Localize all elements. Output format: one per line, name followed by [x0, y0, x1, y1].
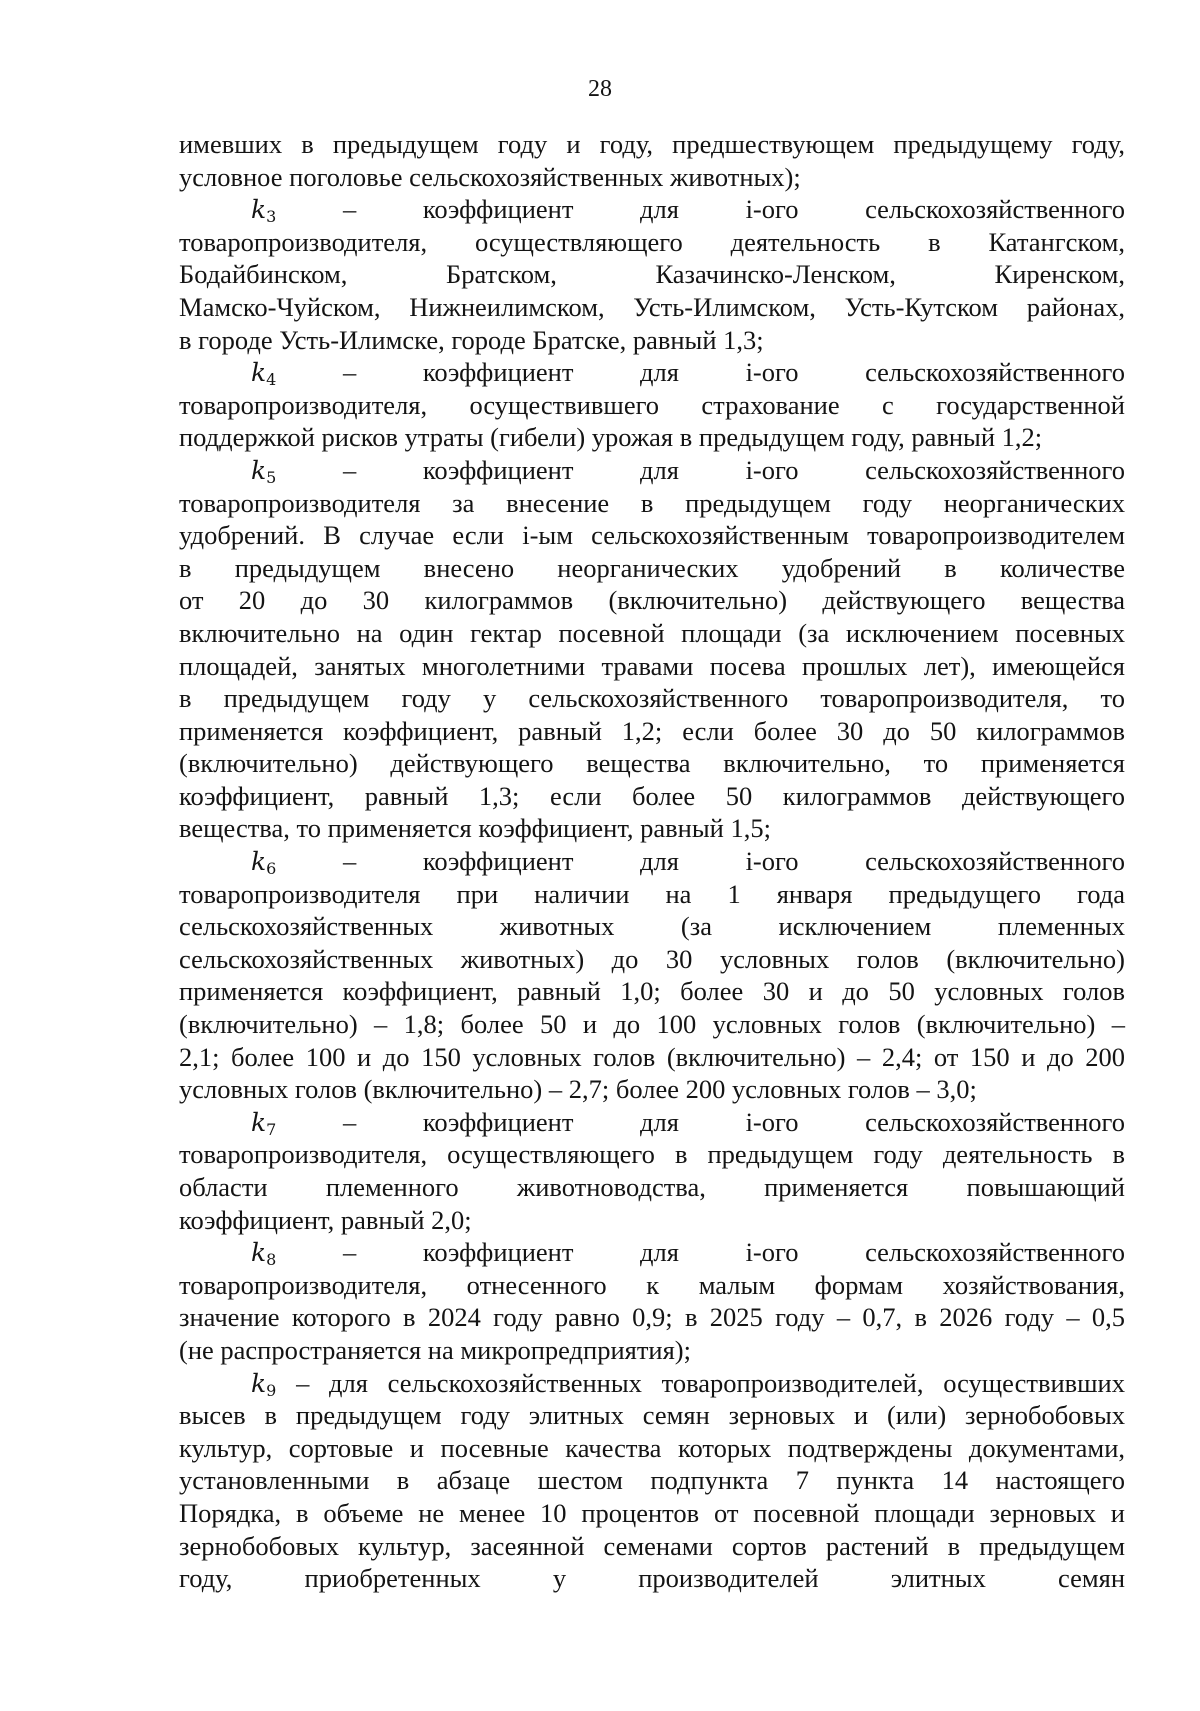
coefficient-letter: k — [251, 455, 267, 485]
line-text: году, приобретенных у производителей элитных семян — [179, 1563, 1125, 1594]
line-text: от 20 до 30 килограммов (включительно) действующего вещества — [179, 585, 1125, 616]
text-line — [179, 161, 1125, 194]
text-line — [179, 1301, 1125, 1334]
text-line — [179, 324, 1125, 357]
line-text: области племенного животноводства, применяется повышающий — [179, 1172, 1125, 1202]
coefficient-symbol — [251, 195, 277, 227]
line-text: Мамско-Чуйском, Нижнеилимском, Усть-Илимском, Усть-Кутском районах, — [179, 291, 1125, 322]
text-line — [179, 715, 1125, 748]
coefficient-definition-line — [179, 845, 1125, 878]
text-line — [179, 1269, 1125, 1302]
text-line — [179, 682, 1125, 715]
line-text: товаропроизводителя за внесение в предыдущем году неорганических — [179, 487, 1125, 518]
coefficient-index: 7 — [266, 1119, 277, 1139]
coefficient-symbol — [251, 847, 277, 879]
text-line — [179, 878, 1125, 911]
coefficient-symbol — [251, 1108, 276, 1137]
line-text: товаропроизводителя, осуществляющего деятельность в Катангском, — [179, 226, 1125, 257]
coefficient-index: 9 — [266, 1380, 277, 1400]
text-line — [179, 421, 1125, 454]
line-text: установленными в абзаце шестом подпункта 7 пункта 14 настоящего — [179, 1465, 1125, 1496]
text-line — [179, 584, 1125, 617]
text-line — [179, 1399, 1125, 1432]
line-text: в предыдущем году у сельскохозяйственного товаропроизводителя, то — [179, 683, 1125, 714]
line-text: культур, сортовые и посевные качества которых подтверждены документами, — [179, 1432, 1125, 1463]
text-line — [179, 1530, 1125, 1563]
text-line — [179, 747, 1125, 780]
text-line — [179, 128, 1125, 161]
line-text: – коэффициент для i-ого сельскохозяйственного — [276, 846, 1125, 877]
line-text: Бодайбинском, Братском, Казачинско-Ленском, Киренском, — [179, 259, 1125, 290]
line-text: сельскохозяйственных животных (за исключением племенных — [179, 911, 1125, 942]
line-text: коэффициент, равный 2,0; — [179, 1204, 472, 1235]
text-line — [179, 226, 1125, 259]
text-line — [179, 1562, 1125, 1595]
text-line — [179, 1073, 1125, 1106]
text-line — [179, 650, 1125, 683]
text-line — [179, 552, 1125, 585]
line-text: (не распространяется на микропредприятия); — [179, 1334, 691, 1365]
text-line — [179, 1497, 1125, 1530]
coefficient-definition-line — [179, 1367, 1125, 1400]
line-text: Порядка, в объеме не менее 10 процентов от посевной площади зерновых и — [179, 1497, 1125, 1528]
coefficient-definition-line — [179, 454, 1125, 487]
line-text: в городе Усть-Илимске, городе Братске, равный 1,3; — [179, 324, 764, 355]
line-text: применяется коэффициент, равный 1,2; если более 30 до 50 килограммов — [179, 715, 1125, 746]
line-text: коэффициент, равный 1,3; если более 50 килограммов действующего — [179, 780, 1125, 811]
coefficient-letter: k — [251, 358, 267, 388]
line-text: включительно на один гектар посевной площади (за исключением посевных — [179, 617, 1125, 648]
page-number: 28 — [588, 76, 612, 102]
coefficient-definition-line — [179, 1106, 1125, 1139]
text-line — [179, 975, 1125, 1008]
line-text: (включительно) действующего вещества включительно, то применяется — [179, 748, 1125, 779]
text-line — [179, 487, 1125, 520]
line-text: поддержкой рисков утраты (гибели) урожая в предыдущем году, равный 1,2; — [179, 422, 1043, 453]
coefficient-definition-line — [179, 193, 1125, 226]
coefficient-index: 3 — [266, 207, 277, 227]
line-text: 2,1; более 100 и до 150 условных голов (включительно) – 2,4; от 150 и до 200 — [179, 1041, 1125, 1072]
line-text: – коэффициент для i-ого сельскохозяйственного — [276, 357, 1125, 388]
coefficient-definition-line — [179, 356, 1125, 389]
coefficient-definition-line — [179, 1236, 1125, 1269]
line-text: товаропроизводителя, осуществляющего в предыдущем году деятельность в — [179, 1139, 1125, 1170]
line-text: имевших в предыдущем году и году, предшествующем предыдущему году, — [179, 129, 1125, 159]
text-line — [179, 943, 1125, 976]
line-text: – коэффициент для i-ого сельскохозяйственного — [276, 194, 1125, 225]
coefficient-symbol — [251, 456, 276, 485]
text-line — [179, 1171, 1125, 1204]
line-text: – для сельскохозяйственных товаропроизводителей, осуществивших — [276, 1367, 1125, 1398]
coefficient-index: 6 — [266, 859, 277, 879]
coefficient-symbol — [251, 1369, 276, 1398]
line-text: – коэффициент для i-ого сельскохозяйственного — [276, 1106, 1125, 1137]
text-line — [179, 617, 1125, 650]
line-text: условное поголовье сельскохозяйственных животных); — [179, 161, 801, 192]
coefficient-index: 8 — [266, 1250, 277, 1270]
line-text: – коэффициент для i-ого сельскохозяйственного — [276, 1237, 1125, 1268]
line-text: товаропроизводителя, осуществившего страхование с государственной — [179, 389, 1125, 420]
text-line — [179, 258, 1125, 291]
line-text: товаропроизводителя при наличии на 1 января предыдущего года — [179, 878, 1125, 909]
line-text: площадей, занятых многолетними травами посева прошлых лет), имеющейся — [179, 650, 1125, 681]
text-line — [179, 1204, 1125, 1237]
text-line — [179, 1432, 1125, 1465]
line-text: вещества, то применяется коэффициент, равный 1,5; — [179, 813, 771, 844]
text-line — [179, 1334, 1125, 1367]
line-text: значение которого в 2024 году равно 0,9; в 2025 году – 0,7, в 2026 году – 0,5 — [179, 1302, 1125, 1333]
document-body — [179, 128, 1125, 1595]
coefficient-symbol — [251, 358, 277, 390]
line-text: зернобобовых культур, засеянной семенами сортов растений в предыдущем — [179, 1530, 1125, 1561]
text-line — [179, 1008, 1125, 1041]
line-text: в предыдущем внесено неорганических удобрений в количестве — [179, 552, 1125, 583]
coefficient-letter: k — [251, 1368, 267, 1398]
coefficient-letter: k — [251, 195, 267, 225]
line-text: применяется коэффициент, равный 1,0; более 30 и до 50 условных голов — [179, 976, 1125, 1007]
line-text: – коэффициент для i-ого сельскохозяйственного — [276, 454, 1125, 485]
line-text: товаропроизводителя, отнесенного к малым формам хозяйствования, — [179, 1269, 1125, 1300]
text-line — [179, 910, 1125, 943]
text-line — [179, 1464, 1125, 1497]
coefficient-letter: k — [251, 1238, 267, 1268]
coefficient-letter: k — [251, 847, 267, 877]
text-line — [179, 291, 1125, 324]
coefficient-index: 5 — [266, 467, 277, 487]
line-text: (включительно) – 1,8; более 50 и до 100 условных голов (включительно) – — [179, 1009, 1125, 1040]
line-text: условных голов (включительно) – 2,7; более 200 условных голов – 3,0; — [179, 1074, 977, 1105]
coefficient-letter: k — [251, 1107, 267, 1137]
text-line — [179, 812, 1125, 845]
line-text: высев в предыдущем году элитных семян зерновых и (или) зернобобовых — [179, 1400, 1125, 1431]
coefficient-index: 4 — [266, 370, 277, 390]
line-text: сельскохозяйственных животных) до 30 условных голов (включительно) — [179, 943, 1125, 974]
text-line — [179, 389, 1125, 422]
text-line — [179, 780, 1125, 813]
text-line — [179, 519, 1125, 552]
text-line — [179, 1041, 1125, 1074]
coefficient-symbol — [251, 1238, 277, 1270]
line-text: удобрений. В случае если i-ым сельскохозяйственным товаропроизводителем — [179, 520, 1125, 551]
text-line — [179, 1138, 1125, 1171]
